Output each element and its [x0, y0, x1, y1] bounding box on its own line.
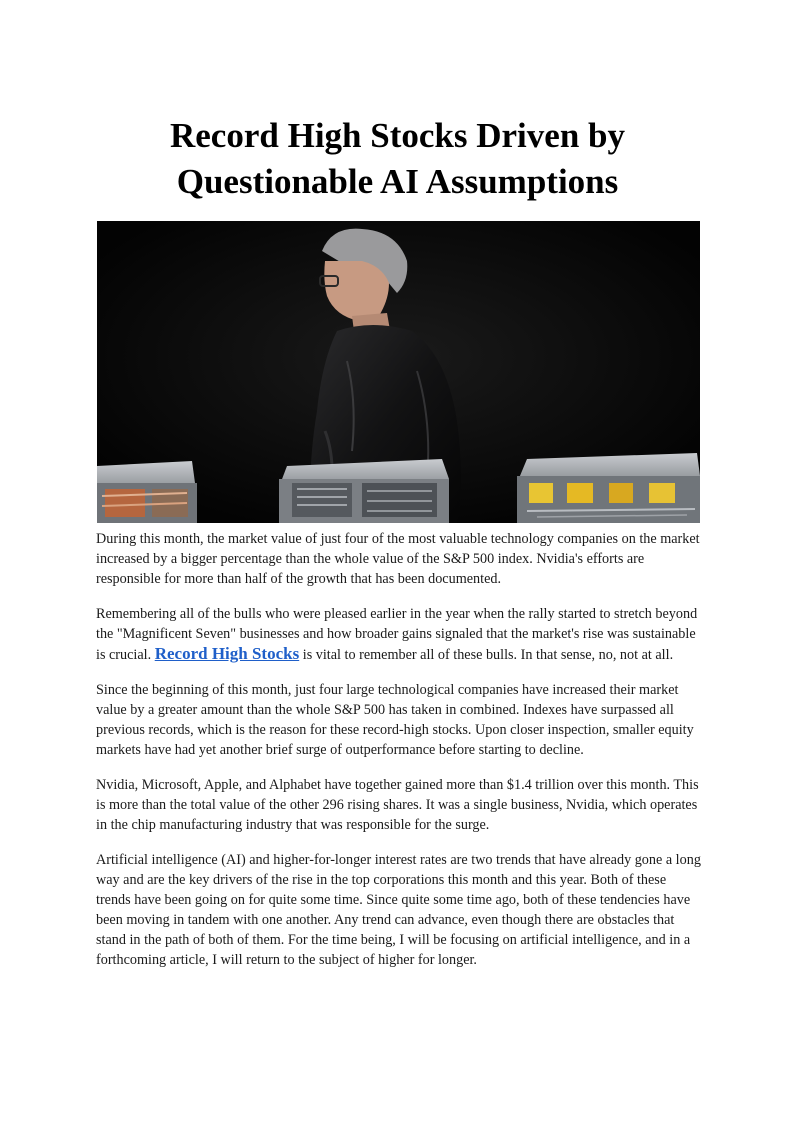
paragraph-5: Artificial intelligence (AI) and higher-for-longer interest rates are two trends that have already gone a long way and are the key drivers of the rise in the top corporations this month and this year. Both of these trends have been going on for quite some time. Since quite some time ago, both of these tendencies have been moving in tandem with one another. Any trend can advance, even though there are obstacles that stand in the path of both of them. For the time being, I will be focusing on artificial intelligence, and in a forthcoming article, I will return to the subject of higher for longer. [96, 852, 701, 968]
hero-illustration [97, 221, 700, 523]
paragraph-2-text-after: is vital to remember all of these bulls. In that sense, no, not at all. [299, 647, 674, 663]
article-title-line-1: Record High Stocks Driven by [170, 116, 625, 155]
record-high-stocks-link[interactable]: Record High Stocks [154, 644, 300, 663]
article-body [96, 529, 701, 985]
hero-image [97, 221, 700, 523]
server-rack-left [97, 461, 197, 523]
server-rack-center [279, 459, 449, 523]
article-title [96, 113, 699, 205]
paragraph-3: Since the beginning of this month, just four large technological companies have increased their market value by a greater amount than the whole S&P 500 has taken in combined. Indexes have surpassed all previous records, which is the reason for these record-high stocks. Upon closer inspection, smaller equity markets have had yet another brief surge of outperformance before starting to decline. [96, 682, 694, 758]
server-rack-right [517, 453, 700, 523]
paragraph-2-text-before: Remembering all of the bulls who were pleased earlier in the year when the rally started to stretch beyond the "Magnificent Seven" businesses and how broader gains signaled that the market's rise was sustainable is crucial. [96, 606, 698, 663]
paragraph-2 [96, 604, 701, 665]
paragraph-1: During this month, the market value of just four of the most valuable technology companies on the market increased by a bigger percentage than the whole value of the S&P 500 index. Nvidia's efforts are responsible for more than half of the growth that has been documented. [96, 531, 700, 587]
article-title-line-2: Questionable AI Assumptions [176, 162, 619, 201]
paragraph-4: Nvidia, Microsoft, Apple, and Alphabet have together gained more than $1.4 trillion over this month. This is more than the total value of the other 296 rising shares. It was a single business, Nvidia, which operates in the chip manufacturing industry that was responsible for the surge. [96, 777, 699, 833]
